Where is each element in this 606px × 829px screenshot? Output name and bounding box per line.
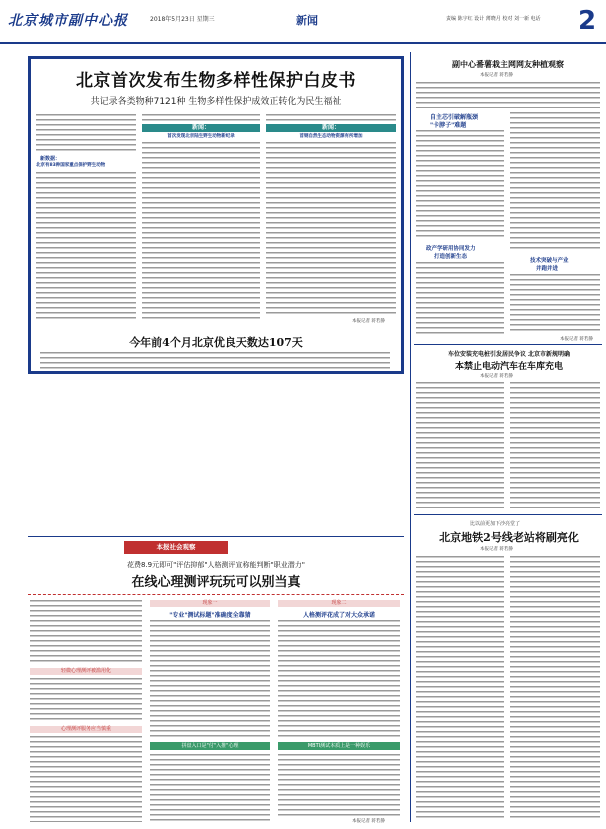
lead-subheadline: 共记录各类物种7121种 生物多样性保护成效正转化为民生福祉 bbox=[90, 97, 342, 107]
lead-subhead-2: 首钢自然生态动物资源有所增加 bbox=[299, 134, 363, 139]
issue-date: 2018年5月23日 星期三 bbox=[150, 16, 215, 23]
right-divider-2 bbox=[414, 514, 602, 515]
right-sub1: 自主芯引破解瓶颈 bbox=[430, 114, 479, 121]
feature-col3-sub: MBTI测试本质上是一种娱乐 bbox=[278, 742, 400, 750]
lead-section-label: 新数据： bbox=[40, 156, 61, 162]
lead-body-col1a bbox=[36, 114, 136, 152]
feature-col1-sub: 轻微心理测评被滥用化 bbox=[30, 668, 142, 675]
column-divider bbox=[410, 52, 411, 822]
lead-headline: 北京首次发布生物多样性保护白皮书 bbox=[76, 71, 356, 91]
feature-col1-body-b bbox=[30, 678, 142, 722]
right-story1-headline: 副中心番薯栽主网网友种植观察 bbox=[452, 59, 564, 69]
feature-top-rule bbox=[28, 536, 404, 537]
lead-subhead-1: 首次发现北京陆生野生动物新纪录 bbox=[167, 134, 235, 139]
feature-col1-sub2: 心理测评服务应当慎重 bbox=[30, 726, 142, 733]
lead-body-col2b bbox=[142, 142, 260, 322]
lead-section-head: 北京有83种国家重点保护野生动物 bbox=[36, 163, 106, 168]
feature-byline: 本报记者 蒋若静 bbox=[352, 819, 385, 824]
feature-col2-body-a bbox=[150, 620, 270, 738]
air-quality-body bbox=[40, 352, 390, 370]
feature-col2-sub: 拼盘入口是"付"入推"心理 bbox=[150, 742, 270, 750]
right-sub3: 技术突破与产业 bbox=[530, 258, 569, 264]
right-sub2: 政产学研用协同发力 bbox=[426, 246, 476, 252]
feature-section-tag: 本报社会观察 bbox=[124, 541, 228, 554]
right-story1-lead bbox=[416, 82, 600, 108]
air-quality-headline: 今年前4个月北京优良天数达107天 bbox=[129, 336, 303, 349]
right-story2-headline2: 本禁止电动汽车在车库充电 bbox=[454, 362, 563, 372]
page-number: 2 bbox=[578, 6, 597, 36]
right-story3-byline: 本报记者 蒋若静 bbox=[480, 547, 513, 552]
feature-col1-body-c bbox=[30, 736, 142, 822]
right-story2-headline: 车位安装充电桩引发居民争议 北京市新规明确 bbox=[447, 351, 571, 358]
right-story2-body-b bbox=[510, 382, 600, 508]
right-story3-body-b bbox=[510, 556, 600, 818]
feature-dotted-rule bbox=[28, 594, 404, 595]
right-divider-1 bbox=[414, 344, 602, 345]
lead-tag-2: 新闻： bbox=[266, 124, 396, 132]
feature-box2-tag: 现象二 bbox=[278, 600, 400, 607]
editor-credits: 责编 陈宇红 设计 薄晓月 校对 刘一新 电话 bbox=[446, 16, 541, 22]
feature-box1-tag: 现象一 bbox=[150, 600, 270, 607]
right-story2-body-a bbox=[416, 382, 504, 508]
feature-col3-body-a bbox=[278, 620, 400, 738]
feature-col2-body-b bbox=[150, 754, 270, 822]
section-title: 新闻 bbox=[296, 14, 318, 27]
right-body-a bbox=[416, 130, 504, 240]
lead-body-col3b bbox=[266, 142, 396, 317]
right-story3-body-a bbox=[416, 556, 504, 818]
right-sub2b: 打造创新生态 bbox=[434, 254, 468, 260]
right-sub3b: 并跑并进 bbox=[536, 266, 559, 272]
newspaper-brand: 北京城市副中心报 bbox=[8, 13, 128, 29]
right-body-d bbox=[510, 274, 600, 334]
right-story1-byline: 本报记者 蒋若静 bbox=[480, 73, 513, 78]
lead-body-col2a bbox=[142, 114, 260, 122]
right-body-b bbox=[510, 112, 600, 252]
right-story2-byline: 本报记者 蒋若静 bbox=[480, 374, 513, 379]
feature-col1-body-a bbox=[30, 600, 142, 664]
right-story1-endbyline: 本报记者 蒋若静 bbox=[560, 337, 593, 342]
right-story3-headline: 北京地铁2号线老站将刷亮化 bbox=[439, 531, 579, 544]
feature-col3-body-b bbox=[278, 754, 400, 816]
feature-headline: 在线心理测评玩玩可以别当真 bbox=[131, 575, 301, 590]
feature-box2-title: 人格测评花成了对大众承诺 bbox=[302, 612, 375, 619]
feature-box1-title: "专业"测试标题"准确度全靠猜 bbox=[169, 612, 251, 619]
lead-body-col1b bbox=[36, 172, 136, 322]
lead-tag-1: 新闻： bbox=[142, 124, 260, 132]
feature-kicker: 花费8.9元即可"评估抑郁"人格测评宣称能判断"职业潜力" bbox=[126, 561, 305, 569]
lead-byline: 本报记者 蒋若静 bbox=[352, 319, 385, 324]
right-story3-kicker: 比以前更加下沙亮堂了 bbox=[470, 521, 521, 527]
lead-body-col3a bbox=[266, 114, 396, 122]
right-sub1b: "卡脖子"难题 bbox=[430, 122, 467, 129]
right-body-c bbox=[416, 262, 504, 334]
